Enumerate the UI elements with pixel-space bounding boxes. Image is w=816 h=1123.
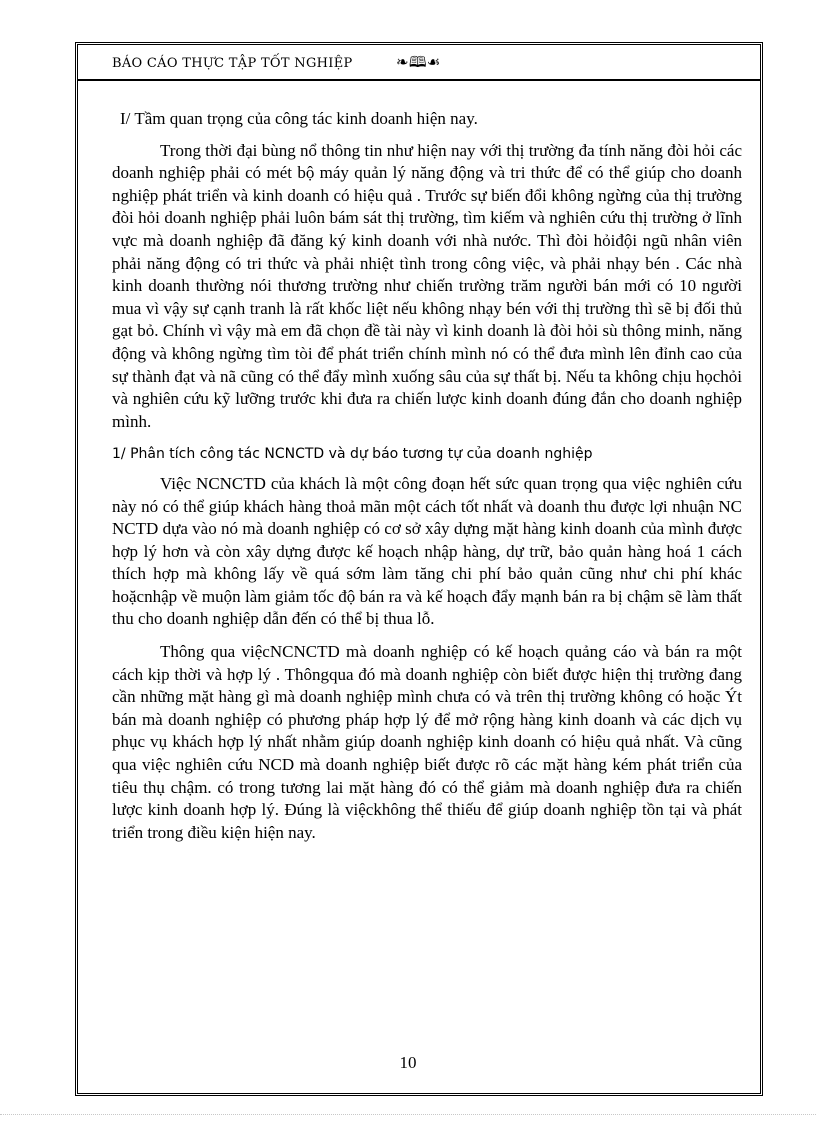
header-divider bbox=[78, 79, 760, 81]
bottom-divider bbox=[0, 1114, 816, 1115]
page-number: 10 bbox=[399, 1053, 417, 1072]
section-heading-1: I/ Tầm quan trọng của công tác kinh doanh hiện nay. bbox=[120, 109, 478, 128]
book-ornament-icon: ❧🕮☙ bbox=[396, 53, 441, 71]
section-heading-2: 1/ Phân tích công tác NCNCTD và dự báo tương tự của doanh nghiệp bbox=[112, 446, 593, 463]
page-header bbox=[112, 53, 752, 75]
paragraph-3: Thông qua việcNCNCTD mà doanh nghiệp có kế hoạch quảng cáo và bán ra một cách kịp thời và hợp lý . Thôngqua đó mà doanh nghiệp còn biết được hiện thị trường đang cần những mặt hàng gì mà doanh nghiệp mình chưa có và trên thị trường không có hoặc Ýt bán mà doanh nghiệp có phương pháp hợp lý để mở rộng hàng kinh doanh và các dịch vụ phục vụ khách hợp lý nhất nhằm giúp doanh nghiệp kinh doanh có hiệu quả nhất. Và cũng qua việc nghiên cứu NCD mà doanh nghiệp biết được rõ các mặt hàng kém phát triển của tiêu thụ chậm. có trong tương lai mặt hàng đó có thể giảm mà doanh nghiệp đưa ra chiến lược kinh doanh hợp lý. Đúng là việckhông thể thiếu để giúp doanh nghiệp tồn tại và phát triển trong điều kiện hiện nay. bbox=[112, 642, 742, 842]
paragraph-1: Trong thời đại bùng nổ thông tin như hiện nay với thị trường đa tính năng đòi hỏi các doanh nghiệp phải có mét bộ máy quản lý năng động và tri thức để có thể giúp cho doanh nghiệp phát triển và kinh doanh có hiệu quả . Trước sự biến đổi không ngừng của thị trường đòi hỏi doanh nghiệp phải luôn bám sát thị trường, tìm kiếm và nghiên cứu thị trường ở lĩnh vực mà doanh nghiệp đã đăng ký kinh doanh với nhà nước. Thì đòi hỏiđội ngũ nhân viên phải năng động có tri thức và phải nhiệt tình trong công việc, và phải nhạy bén . Các nhà kinh doanh thường nói thương trường như chiến trường trăm người bán mới có 10 người mua vì vậy sự cạnh tranh là rất khốc liệt nếu không nhạy bén với thị trường thì sẽ bị đối thủ gạt bỏ. Chính vì vậy mà em đã chọn đề tài này vì kinh doanh là đòi hỏi sù thông minh, năng động và không ngừng tìm tòi để phát triển chính mình nó có thể đưa mình lên đỉnh cao của sự thành đạt và nã cũng có thể đẩy mình xuống sâu của sự thất bị. Nếu ta không chịu họchỏi và nghiên cứu kỹ lưỡng trước khi đưa ra chiến lược kinh doanh đúng đắn cho doanh nghiệp mình. bbox=[112, 140, 742, 431]
document-body bbox=[112, 108, 742, 844]
header-title: BÁO CÁO THỰC TẬP TỐT NGHIỆP bbox=[112, 56, 353, 71]
paragraph-2: Việc NCNCTD của khách là một công đoạn hết sức quan trọng qua việc nghiên cứu này nó có thể giúp khách hàng thoả mãn một cách tốt nhất và doanh thu được lợi nhuận NC NCTD dựa vào nó mà doanh nghiệp có cơ sở xây dựng mặt hàng kinh doanh của mình được hợp lý hơn và còn xây dựng được kế hoạch nhập hàng, dự trữ, bảo quản hàng hoá 1 cách thích hợp mà không lấy về quá sớm làm tăng chi phí bảo quản cũng như chi phí khác hoặcnhập về muộn làm giảm tốc độ bán ra và kế hoạch đẩy mạnh bán ra bị chậm sẽ làm thất thu cho doanh nghiệp dẫn đến có thể bị thua lỗ. bbox=[112, 473, 742, 629]
